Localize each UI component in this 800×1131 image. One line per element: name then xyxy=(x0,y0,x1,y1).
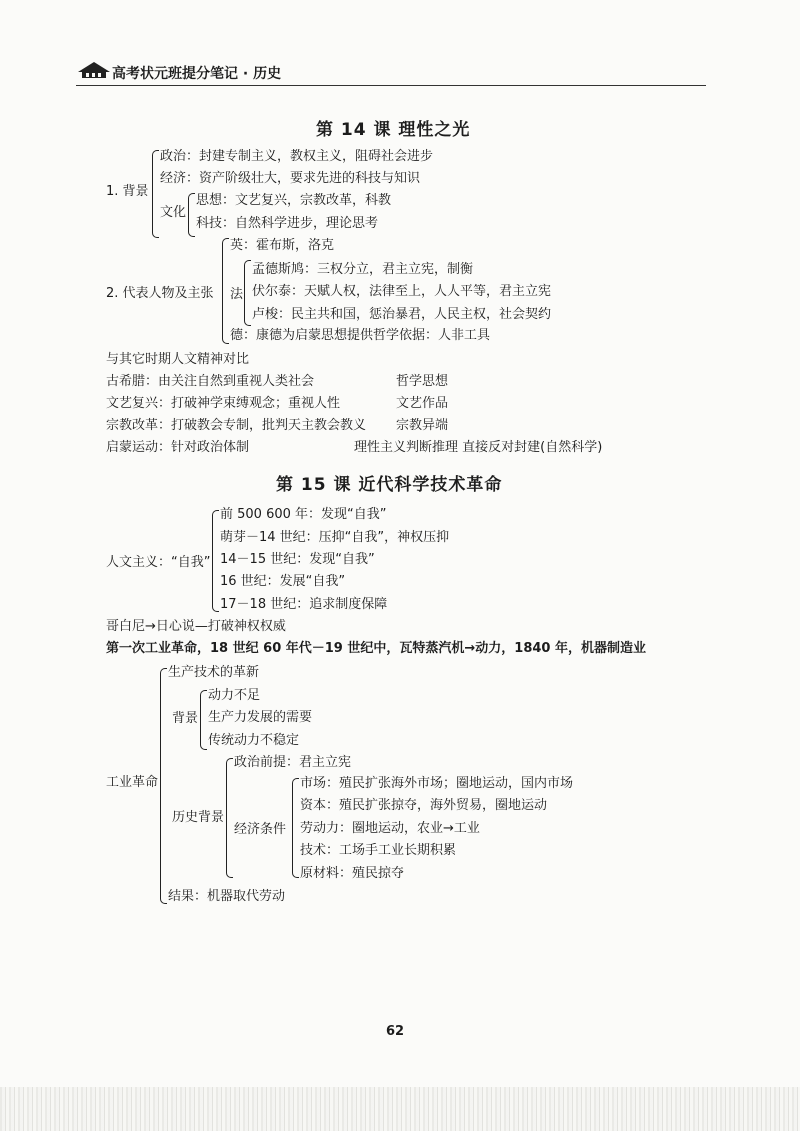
background-15-item: 动力不足 xyxy=(208,688,261,703)
background-15-brace xyxy=(200,690,207,750)
first-industrial-revolution: 第一次工业革命，18 世纪 60 年代－19 世纪中，瓦特蒸汽机→动力，1840 年，机器制造业 xyxy=(106,641,646,656)
background-politics: 政治：封建专制主义，教权主义，阻碍社会进步 xyxy=(160,149,434,164)
figures-voltaire: 伏尔泰：天赋人权，法律至上，人人平等，君主立宪 xyxy=(252,284,552,299)
industrial-result: 结果：机器取代劳动 xyxy=(168,889,286,904)
france-label: 法 xyxy=(230,287,244,302)
economic-label: 经济条件 xyxy=(234,822,287,837)
history-background-brace xyxy=(226,758,233,878)
culture-brace xyxy=(188,193,195,237)
background-label: 1. 背景 xyxy=(106,184,149,199)
lesson15-title: 第 15 课 近代科学技术革命 xyxy=(276,475,503,495)
background-brace xyxy=(152,150,159,238)
economic-item: 市场：殖民扩张海外市场；圈地运动，国内市场 xyxy=(300,776,574,791)
compare-row-right: 哲学思想 xyxy=(396,374,449,389)
figures-brace xyxy=(222,238,229,344)
economic-brace xyxy=(292,778,299,878)
background-15-item: 传统动力不稳定 xyxy=(208,733,300,748)
humanism-item: 14－15 世纪：发现“自我” xyxy=(220,552,375,567)
figures-germany: 德：康德为启蒙思想提供哲学依据：人非工具 xyxy=(230,328,491,343)
header-title: 高考状元班提分笔记 · 历史 xyxy=(112,66,282,82)
industrial-brace xyxy=(160,668,167,904)
copernicus-line: 哥白尼→日心说—打破神权权威 xyxy=(106,619,286,634)
compare-row-right: 文艺作品 xyxy=(396,396,449,411)
compare-row-left: 宗教改革：打破教会专制，批判天主教会教义 xyxy=(106,418,367,433)
scan-noise-strip xyxy=(0,1087,800,1131)
political-premise: 政治前提：君主立宪 xyxy=(234,755,352,770)
humanism-item: 前 500 600 年：发现“自我” xyxy=(220,507,387,522)
figures-montesquieu: 孟德斯鸠：三权分立，君主立宪，制衡 xyxy=(252,262,474,277)
economic-item: 劳动力：圈地运动，农业→工业 xyxy=(300,821,480,836)
humanism-item: 16 世纪：发展“自我” xyxy=(220,574,346,589)
humanism-item: 17－18 世纪：追求制度保障 xyxy=(220,597,388,612)
france-brace xyxy=(244,260,251,326)
economic-item: 技术：工场手工业长期积累 xyxy=(300,843,457,858)
history-background-label: 历史背景 xyxy=(172,810,225,825)
background-15-label: 背景 xyxy=(172,711,199,726)
header-logo-icon xyxy=(76,60,112,80)
culture-science: 科技：自然科学进步，理论思考 xyxy=(196,216,379,231)
culture-thought: 思想：文艺复兴，宗教改革，科教 xyxy=(196,193,392,208)
compare-row-left: 古希腊：由关注自然到重视人类社会 xyxy=(106,374,315,389)
compare-row-right: 理性主义判断推理 直接反对封建(自然科学) xyxy=(354,440,603,455)
production-tech: 生产技术的革新 xyxy=(168,665,260,680)
compare-row-left: 文艺复兴：打破神学束缚观念；重视人性 xyxy=(106,396,341,411)
page-number: 62 xyxy=(386,1024,405,1039)
figures-rousseau: 卢梭：民主共和国，惩治暴君，人民主权，社会契约 xyxy=(252,307,552,322)
humanism-brace xyxy=(212,510,219,612)
figures-england: 英：霍布斯，洛克 xyxy=(230,238,335,253)
background-15-item: 生产力发展的需要 xyxy=(208,710,313,725)
humanism-item: 萌芽－14 世纪：压抑“自我”，神权压抑 xyxy=(220,530,450,545)
compare-row-right: 宗教异端 xyxy=(396,418,449,433)
header-divider xyxy=(76,85,706,86)
industrial-label: 工业革命 xyxy=(106,775,159,790)
compare-row-left: 启蒙运动：针对政治体制 xyxy=(106,440,250,455)
figures-label: 2. 代表人物及主张 xyxy=(106,286,214,301)
economic-item: 原材料：殖民掠夺 xyxy=(300,866,405,881)
culture-label: 文化 xyxy=(160,205,187,220)
humanism-label: 人文主义：“自我” xyxy=(106,555,211,570)
background-economy: 经济：资产阶级壮大，要求先进的科技与知识 xyxy=(160,171,421,186)
economic-item: 资本：殖民扩张掠夺，海外贸易，圈地运动 xyxy=(300,798,548,813)
lesson14-title: 第 14 课 理性之光 xyxy=(316,120,471,140)
compare-title: 与其它时期人文精神对比 xyxy=(106,352,250,367)
